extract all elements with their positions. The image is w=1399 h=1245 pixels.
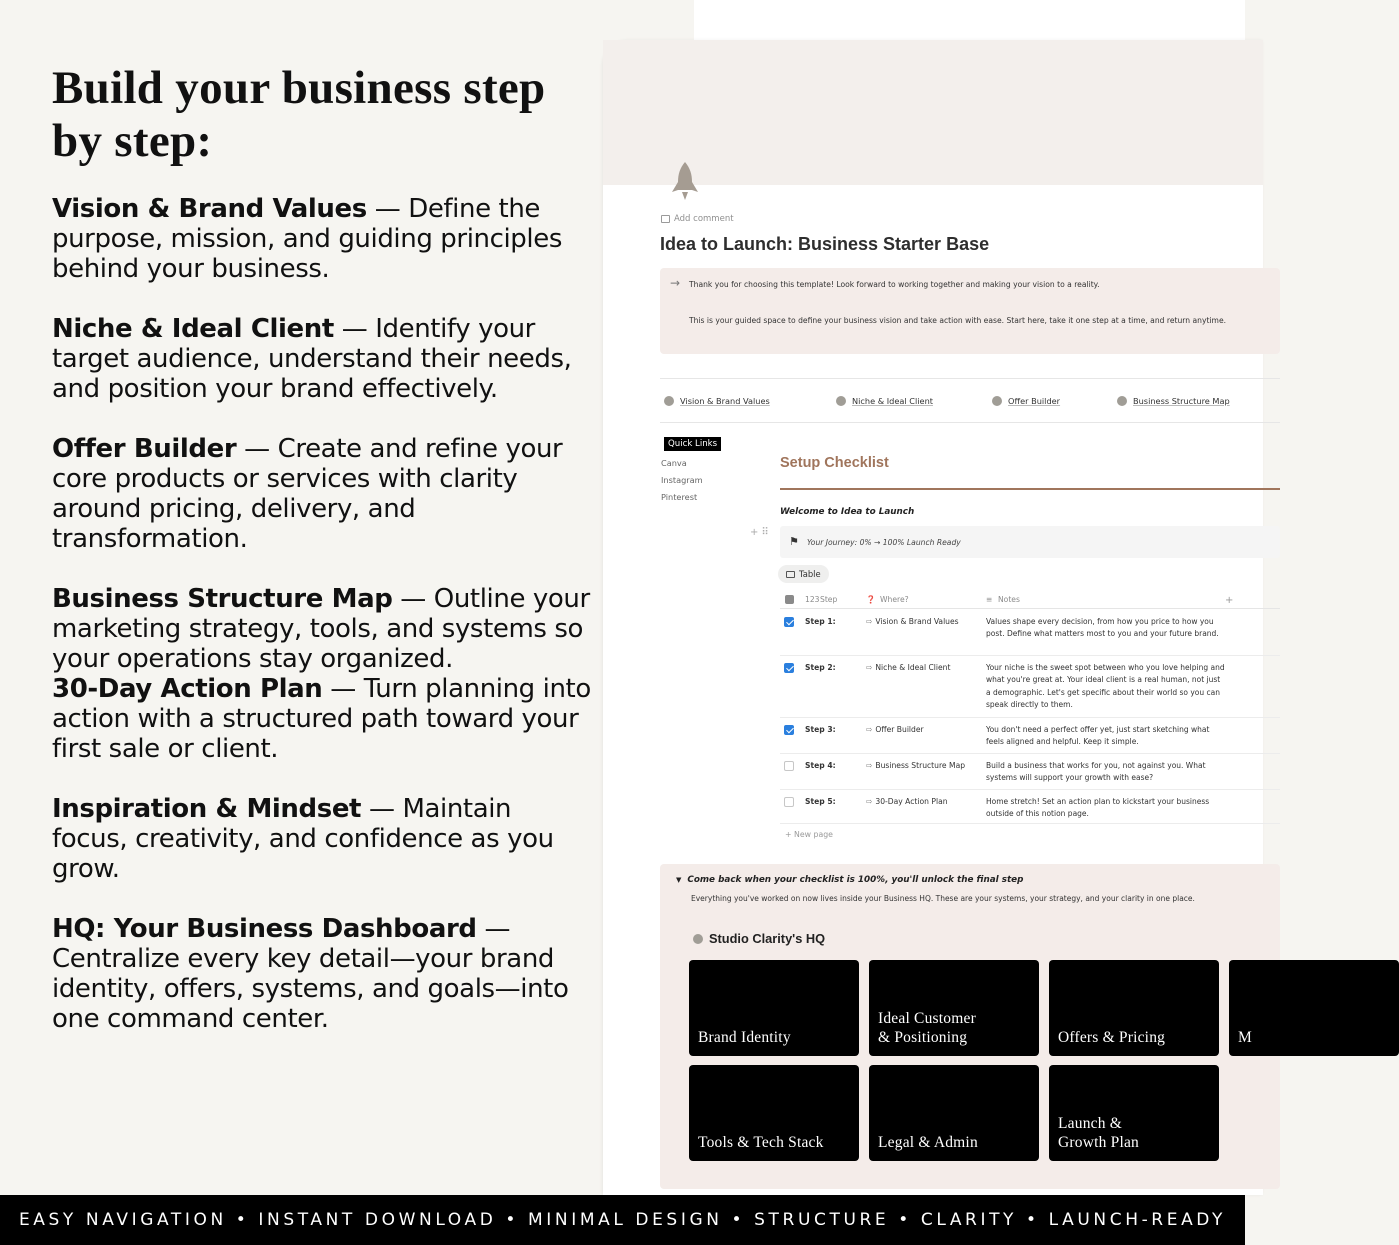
where-link-label: Niche & Ideal Client xyxy=(875,663,951,672)
feature-title: Niche & Ideal Client xyxy=(52,314,334,344)
hq-card-launch-growth[interactable] xyxy=(1049,1065,1219,1161)
page-link-icon: ⇨ xyxy=(866,617,873,626)
quick-links-title: Quick Links xyxy=(664,437,721,451)
nav-link-label: Business Structure Map xyxy=(1133,396,1230,406)
step-cell: Step 2: xyxy=(805,663,836,672)
feature-separator: — xyxy=(361,794,403,824)
new-page-button[interactable] xyxy=(785,830,833,839)
feature-banner xyxy=(0,1195,1245,1245)
where-column-header[interactable]: Where? xyxy=(880,595,909,604)
drag-handle-icon[interactable]: +⠿ xyxy=(750,527,772,538)
card-label: Ideal Customer & Positioning xyxy=(878,1010,976,1046)
feature-text: Maintain focus, creativity, and confidence as you grow. xyxy=(52,794,554,884)
table-row[interactable] xyxy=(780,610,1280,656)
feature-title: Business Structure Map xyxy=(52,584,393,614)
table-row[interactable] xyxy=(780,718,1280,754)
nav-link-label: Offer Builder xyxy=(1008,396,1061,406)
page-title: Idea to Launch: Business Starter Base xyxy=(660,234,990,254)
step-cell: Step 1: xyxy=(805,617,836,626)
feature-text: Create and refine your core products or services with clarity around pricing, delivery, and transformation. xyxy=(52,434,563,554)
feature-text: Define the purpose, mission, and guiding principles behind your business. xyxy=(52,194,562,284)
checkered-flag-icon: ⚑ xyxy=(789,535,799,548)
card-label: Offers & Pricing xyxy=(1058,1029,1166,1046)
nav-link-niche[interactable] xyxy=(836,396,933,406)
where-cell[interactable] xyxy=(866,725,924,734)
where-cell[interactable] xyxy=(866,797,948,806)
notes-cell: Build a business that works for you, not against you. What systems will support your growth with ease? xyxy=(986,761,1206,783)
feature-text: Centralize every key detail—your brand identity, offers, systems, and goals—into one command center. xyxy=(52,944,569,1034)
nav-link-label: Vision & Brand Values xyxy=(680,396,770,406)
where-column-icon: ❓ xyxy=(866,595,876,604)
feature-title: HQ: Your Business Dashboard xyxy=(52,914,477,944)
feature-title: Offer Builder xyxy=(52,434,237,464)
table-icon xyxy=(786,571,795,578)
hq-title: Studio Clarity's HQ xyxy=(709,931,826,946)
plus-icon: + xyxy=(785,830,795,839)
row-checkbox[interactable] xyxy=(784,617,794,627)
step-column-type: 123 xyxy=(805,595,820,604)
page-dot-icon xyxy=(664,396,674,406)
hq-card-partial[interactable] xyxy=(1229,960,1399,1056)
row-checkbox[interactable] xyxy=(784,663,794,673)
feature-separator: — xyxy=(476,914,511,944)
nav-link-structure[interactable] xyxy=(1117,396,1230,406)
add-comment-label: Add comment xyxy=(674,214,734,224)
notes-cell: Home stretch! Set an action plan to kickstart your business outside of this notion page. xyxy=(986,797,1210,819)
feature-mindset xyxy=(52,794,592,884)
card-label: M xyxy=(1238,1029,1252,1046)
table-row[interactable] xyxy=(780,754,1280,790)
feature-title: Inspiration & Mindset xyxy=(52,794,362,824)
table-header xyxy=(780,591,1280,609)
add-property-icon[interactable]: + xyxy=(1225,595,1234,606)
step-cell: Step 4: xyxy=(805,761,836,770)
page-dot-icon xyxy=(836,396,846,406)
add-comment-button[interactable] xyxy=(661,214,734,224)
feature-title: 30-Day Action Plan xyxy=(52,674,323,704)
hq-card-legal-admin[interactable] xyxy=(869,1065,1039,1161)
page-dot-icon xyxy=(1117,396,1127,406)
nav-link-offer[interactable] xyxy=(992,396,1060,406)
where-link-label: 30-Day Action Plan xyxy=(875,797,948,806)
callout-text-1: Thank you for choosing this template! Look forward to working together and making your vision to a reality. xyxy=(689,280,1100,289)
feature-action-plan xyxy=(52,674,592,764)
feature-title: Vision & Brand Values xyxy=(52,194,367,224)
where-cell[interactable] xyxy=(866,663,950,672)
quick-link-canva[interactable]: Canva xyxy=(661,458,687,468)
journey-text: Your Journey: 0% → 100% Launch Ready xyxy=(807,538,961,547)
feature-hq xyxy=(52,914,592,1034)
page-link-icon: ⇨ xyxy=(866,663,873,672)
feature-copy xyxy=(52,62,592,1064)
page-link-icon: ⇨ xyxy=(866,725,873,734)
feature-offer xyxy=(52,434,592,554)
quick-link-instagram[interactable]: Instagram xyxy=(661,475,703,485)
row-checkbox[interactable] xyxy=(784,761,794,771)
journey-callout xyxy=(780,526,1280,558)
page-dot-icon xyxy=(992,396,1002,406)
page-link-icon: ⇨ xyxy=(866,761,873,770)
arrow-right-icon: → xyxy=(670,276,681,290)
where-link-label: Business Structure Map xyxy=(875,761,966,770)
feature-banner-text: EASY NAVIGATION • INSTANT DOWNLOAD • MINIMAL DESIGN • STRUCTURE • CLARITY • LAUNCH-READY xyxy=(18,1210,1227,1230)
step-column-header[interactable]: Step xyxy=(820,595,838,604)
new-page-label: New page xyxy=(794,830,833,839)
table-row[interactable] xyxy=(780,656,1280,718)
heading-divider xyxy=(780,488,1280,490)
callout-text-2: This is your guided space to define your business vision and take action with ease. Start here, take it one step at a time, and return anytime. xyxy=(689,316,1227,325)
page-cover xyxy=(603,40,1263,185)
final-step-toggle xyxy=(660,864,1280,1189)
comment-icon xyxy=(661,215,670,223)
checklist-subheading: Welcome to Idea to Launch xyxy=(780,507,915,517)
hq-card-ideal-customer[interactable] xyxy=(869,960,1039,1056)
where-link-label: Vision & Brand Values xyxy=(875,617,959,626)
row-checkbox[interactable] xyxy=(784,797,794,807)
feature-niche xyxy=(52,314,592,404)
feature-vision xyxy=(52,194,592,284)
hq-card-brand-identity[interactable] xyxy=(689,960,859,1056)
feature-separator: — xyxy=(392,584,434,614)
rocket-icon xyxy=(669,160,701,206)
welcome-callout xyxy=(660,268,1280,354)
view-tab-label: Table xyxy=(799,569,821,579)
hq-card-tools-tech[interactable] xyxy=(689,1065,859,1161)
notes-cell: Values shape every decision, from how you price to how you post. Define what matters most to you and your future brand. xyxy=(986,617,1219,639)
nav-link-vision[interactable] xyxy=(664,396,770,406)
page-link-icon: ⇨ xyxy=(866,797,873,806)
feature-text: Identify your target audience, understand their needs, and position your brand effectively. xyxy=(52,314,572,404)
toggle-triangle-icon: ▼ xyxy=(676,876,682,884)
feature-text: Turn planning into action with a structured path toward your first sale or client. xyxy=(52,674,591,764)
quick-link-pinterest[interactable]: Pinterest xyxy=(661,492,698,502)
hq-card-offers-pricing[interactable] xyxy=(1049,960,1219,1056)
background-strip xyxy=(694,0,1245,40)
feature-separator: — xyxy=(236,434,278,464)
nav-link-label: Niche & Ideal Client xyxy=(852,396,933,406)
feature-separator: — xyxy=(322,674,364,704)
section-nav xyxy=(660,378,1280,423)
row-checkbox[interactable] xyxy=(784,725,794,735)
page-dot-icon xyxy=(693,934,703,944)
where-link-label: Offer Builder xyxy=(875,725,924,734)
toggle-description: Everything you've worked on now lives inside your Business HQ. These are your systems, your strategy, and your clarity in one place. xyxy=(691,894,1195,903)
notes-column-icon: ≡ xyxy=(986,595,993,604)
feature-separator: — xyxy=(366,194,409,224)
checkbox-column-icon xyxy=(785,595,794,606)
notion-page xyxy=(603,40,1263,1195)
card-label: Brand Identity xyxy=(698,1029,791,1046)
table-row[interactable] xyxy=(780,790,1280,824)
card-label: Tools & Tech Stack xyxy=(698,1134,824,1151)
step-cell: Step 5: xyxy=(805,797,836,806)
notes-cell: Your niche is the sweet spot between who you love helping and what you're great at. Your ideal client is a real human, not just a demographic. Let's get specific about their world so you can speak directly to them. xyxy=(986,663,1225,710)
where-cell[interactable] xyxy=(866,761,965,770)
card-label: Legal & Admin xyxy=(878,1134,978,1151)
toggle-heading-label: Come back when your checklist is 100%, you'll unlock the final step xyxy=(687,875,1024,885)
headline: Build your business step by step: xyxy=(52,62,546,167)
card-label: Launch & Growth Plan xyxy=(1058,1115,1139,1151)
notes-column-header[interactable]: Notes xyxy=(998,595,1020,604)
where-cell[interactable] xyxy=(866,617,959,626)
toggle-heading[interactable] xyxy=(676,875,1023,885)
feature-structure xyxy=(52,584,592,674)
feature-separator: — xyxy=(333,314,376,344)
checklist-heading: Setup Checklist xyxy=(780,455,889,471)
step-cell: Step 3: xyxy=(805,725,836,734)
hq-link[interactable] xyxy=(693,931,825,946)
feature-text: Outline your marketing strategy, tools, and systems so your operations stay organized. xyxy=(52,584,590,674)
notes-cell: You don't need a perfect offer yet, just start sketching what feels aligned and helpful. Keep it simple. xyxy=(986,725,1210,747)
table-view-tab[interactable] xyxy=(778,565,829,583)
